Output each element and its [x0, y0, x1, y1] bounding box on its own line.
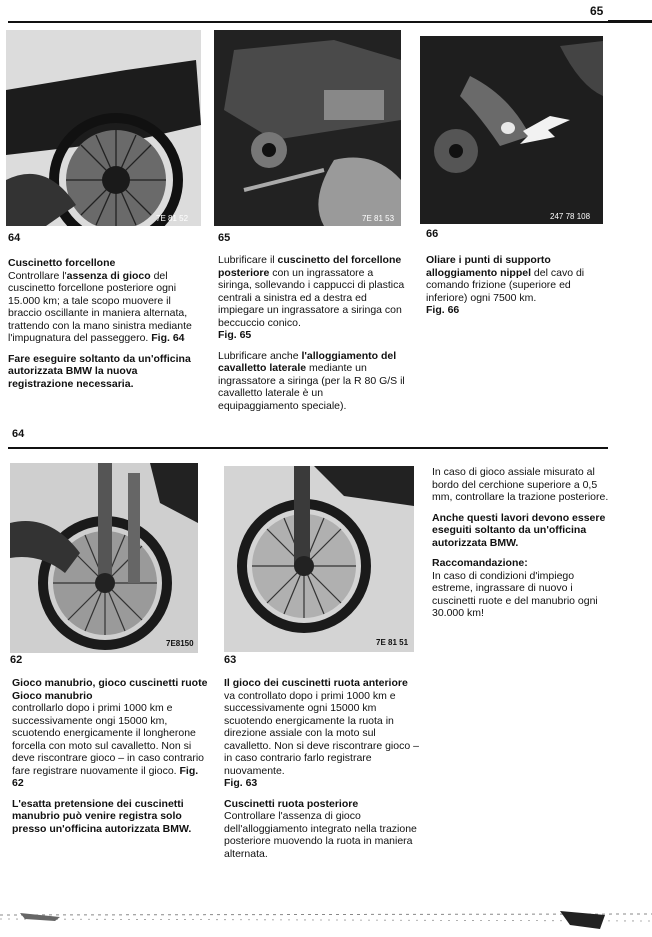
- photo-fig-65: [214, 30, 401, 226]
- page-number: 65: [590, 4, 604, 18]
- mid-page-number: 64: [12, 428, 25, 440]
- figure-number-62: 62: [10, 654, 23, 666]
- section-subheading: Gioco manubrio: [12, 689, 93, 702]
- note-paragraph: Fare eseguire soltanto da un'officina autorizzata BMW la nuova registrazione necessaria.: [8, 352, 191, 390]
- figure-number-65: 65: [218, 232, 231, 244]
- figure-number-66: 66: [426, 228, 439, 240]
- text-column-62: Gioco manubrio, gioco cuscinetti ruote Gioco manubrio controllarlo dopo i primi 1000 km e successivamente ongi 15000 km, scuotendo energicamente il longherone forcella con moto sul cavalletto. Non si deve riscontrare gioco – in caso contrario fare registrare nuovamente il gioco. Fig. 62 L'esatta pretensione dei cuscinetti manubrio può venire registra solo presso un'officina autorizzata BMW.: [12, 677, 210, 843]
- note-paragraph: L'esatta pretensione dei cuscinetti manubrio può venire registra solo presso un'officina autorizzata BMW.: [12, 797, 192, 835]
- scan-noise: [0, 905, 652, 937]
- photo-tag: 7E 81 51: [376, 638, 409, 647]
- photo-tag: 247 78 108: [550, 212, 591, 221]
- header-rule: [8, 21, 608, 23]
- figure-number-64: 64: [8, 232, 21, 244]
- note-paragraph: Anche questi lavori devono essere eseguiti soltanto da un'officina autorizzata BMW.: [432, 511, 606, 549]
- text-column-66: Oliare i punti di supporto alloggiamento nippel del cavo di comando frizione (superiore ed inferiore) ogni 7500 km. Fig. 66: [426, 254, 585, 316]
- section-heading: Gioco manubrio, gioco cuscinetti ruote: [12, 677, 208, 689]
- section-heading: Cuscinetto forcellone: [8, 257, 116, 269]
- section-heading: Cuscinetti ruota posteriore: [224, 797, 359, 810]
- mid-rule: [8, 447, 608, 449]
- photo-fig-66: [420, 36, 603, 224]
- photo-tag: 7E 81 53: [362, 214, 395, 223]
- photo-tag: 7E 81 52: [156, 214, 189, 223]
- photo-fig-64: [6, 30, 201, 226]
- text-column-63: Il gioco dei cuscinetti ruota anteriore va controllato dopo i primi 1000 km e successivamente ogni 15000 km scuotendo energicamente la ruota in direzione assiale con la moto sul cavalletto. Non si deve riscontrare gioco – in caso contrario farlo registrare nuovamente. Fig. 63 Cuscinetti ruota posteriore Controllare l'assenza di gioco dell'alloggiamento integrato nella trazione posteriore muovendo la ruota in maniera alternata.: [224, 677, 419, 860]
- text-column-right: In caso di gioco assiale misurato al bordo del cerchione superiore a 0,5 mm, controllare la trazione posteriore. Anche questi lavori devono essere eseguiti soltanto da un'officina autorizzata BMW. Raccomandazione: In caso di condizioni d'impiego estreme, ingrassare di nuovo i cuscinetti ruote e del manubrio ogni 30.000 km!: [432, 466, 614, 628]
- text-column-65: Lubrificare il cuscinetto del forcellone posteriore con un ingrassatore a siringa, sollevando i cappucci di plastica centrali a sinistra ed a destra ed impiegare un ingrassatore a siringa con beccuccio conico. Fig. 65 Lubrificare anche l'alloggiamento del cavalletto laterale mediante un ingrassatore a siringa (per la R 80 G/S il cavalletto laterale è un equipaggiamento speciale).: [218, 254, 405, 412]
- photo-fig-62: [10, 463, 198, 653]
- photo-fig-63: [224, 466, 414, 652]
- photo-tag: 7E8150: [166, 639, 194, 648]
- text-column-64: Cuscinetto forcellone Controllare l'assenza di gioco del cuscinetto forcellone posteriore ogni 15.000 km; a tale scopo muovere il braccio oscillante in maniera alternata, trattendo con la mano sinistra mediante l'impugnatura del passeggero. Fig. 64 Fare eseguire soltanto da un'officina autorizzata BMW la nuova registrazione necessaria.: [8, 257, 204, 398]
- section-heading: Raccomandazione:: [432, 557, 528, 569]
- figure-number-63: 63: [224, 654, 237, 666]
- corner-mark: [608, 20, 652, 23]
